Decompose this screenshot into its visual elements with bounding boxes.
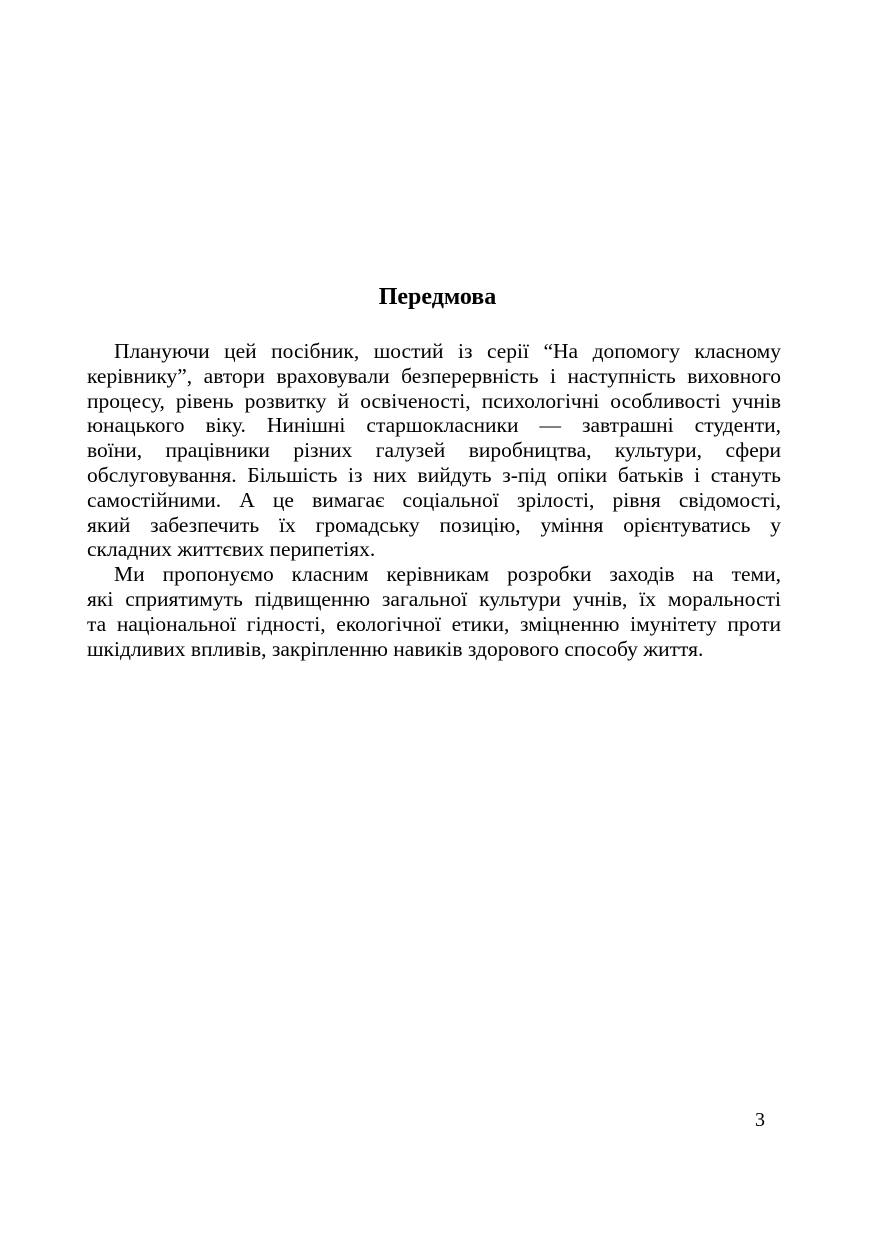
body-text bbox=[87, 339, 781, 661]
paragraph-line: який забезпечить їх громадську позицію, уміння орієнтуватись у bbox=[87, 512, 781, 537]
page-title: Передмова bbox=[378, 284, 497, 310]
page-number: 3 bbox=[755, 1109, 765, 1131]
paragraph-line: Плануючи цей посібник, шостий із серії “На допомогу класному bbox=[114, 339, 781, 363]
paragraph-line: Ми пропонуємо класним керівникам розробки заходів на теми, bbox=[114, 562, 781, 587]
paragraph-line: та національної гідності, екологічної етики, зміцненню імунітету проти bbox=[87, 611, 781, 636]
paragraph-line: обслуговування. Більшість із них вийдуть з-під опіки батьків і стануть bbox=[87, 462, 781, 487]
paragraph-2 bbox=[87, 562, 781, 661]
paragraph-1 bbox=[87, 339, 781, 562]
paragraph-line: процесу, рівень розвитку й освіченості, психологічні особливості учнів bbox=[87, 388, 781, 413]
paragraph-line: воїни, працівники різних галузей виробництва, культури, сфери bbox=[87, 438, 781, 463]
paragraph-line: юнацького віку. Нинішні старшокласники — завтрашні студенти, bbox=[87, 413, 781, 438]
paragraph-line: шкідливих впливів, закріпленню навиків здорового способу життя. bbox=[87, 636, 704, 661]
paragraph-line: самостійними. А це вимагає соціальної зрілості, рівня свідомості, bbox=[87, 487, 781, 512]
paragraph-line: які сприятимуть підвищенню загальної культури учнів, їх моральності bbox=[87, 586, 781, 611]
paragraph-line: керівнику”, автори враховували безперервність і наступність виховного bbox=[87, 363, 781, 388]
paragraph-line: складних життєвих перипетіях. bbox=[87, 537, 376, 562]
